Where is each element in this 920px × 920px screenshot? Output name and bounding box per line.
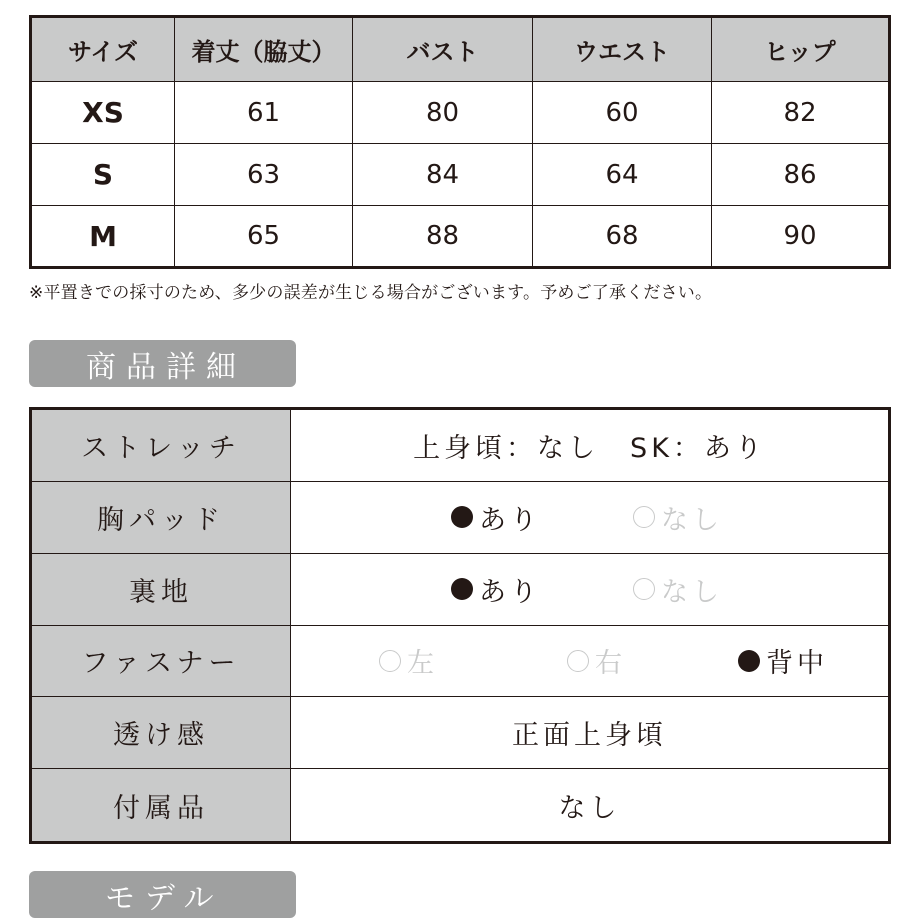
lining-option-yes [451,570,541,609]
chest-pad-option-no-label: なし [661,504,723,536]
empty-circle-icon [633,578,655,600]
zipper-option-back [738,641,828,680]
detail-label-lining: 裏地 [32,554,291,626]
size-row-s-length: 63 [175,144,353,206]
size-row-xs-length: 61 [175,82,353,144]
size-row-s-waist: 64 [533,144,712,206]
chest-pad-option-yes-label: あり [479,504,541,536]
detail-value-zipper [291,626,888,698]
chest-pad-option-yes [451,498,541,537]
size-row-m-waist: 68 [533,206,712,266]
detail-value-stretch: 上身頃：なし SK：あり [291,410,888,482]
empty-circle-icon [567,650,589,672]
details-table [29,407,891,844]
size-row-xs-label: XS [32,82,175,144]
empty-circle-icon [633,506,655,528]
size-row-m-label: M [32,206,175,266]
detail-label-zipper: ファスナー [32,626,291,698]
size-row-m-hip: 90 [783,221,817,251]
zipper-option-right-label: 右 [595,648,626,680]
model-section-title: モデル [29,871,296,918]
size-header-waist: ウエスト [533,18,712,82]
zipper-option-right [567,641,626,680]
size-header-size: サイズ [32,18,175,82]
measurement-note: ※平置きでの採寸のため、多少の誤差が生じる場合がございます。予めご了承ください。 [29,283,713,303]
lining-option-yes-label: あり [479,576,541,608]
filled-circle-icon [738,650,760,672]
detail-value-accessories: なし [558,792,621,824]
zipper-option-back-label: 背中 [766,648,828,680]
size-header-bust: バスト [353,18,533,82]
zipper-option-left-label: 左 [407,648,438,680]
size-row-s-bust: 84 [353,144,533,206]
size-header-length: 着丈（脇丈） [175,18,353,82]
size-row-m-bust: 88 [353,206,533,266]
filled-circle-icon [451,578,473,600]
size-row-xs-bust: 80 [353,82,533,144]
detail-value-lining [291,554,888,626]
size-row-s-hip: 86 [712,144,888,206]
zipper-option-left [379,641,438,680]
detail-label-accessories: 付属品 [32,769,291,841]
chest-pad-option-no [633,498,723,537]
details-section-title: 商品詳細 [29,340,296,387]
size-row-m-length: 65 [175,206,353,266]
size-row-s-label: S [32,144,175,206]
lining-option-no-label: なし [661,576,723,608]
lining-option-no [633,570,723,609]
detail-label-stretch: ストレッチ [32,410,291,482]
size-header-hip: ヒップ [712,18,888,82]
size-row-xs-hip: 82 [712,82,888,144]
detail-value-sheerness: 正面上身頃 [291,697,888,769]
size-table [29,15,891,269]
detail-value-chest-pad [291,482,888,554]
filled-circle-icon [451,506,473,528]
size-row-xs-waist: 60 [533,82,712,144]
empty-circle-icon [379,650,401,672]
detail-label-chest-pad: 胸パッド [32,482,291,554]
detail-label-sheerness: 透け感 [32,697,291,769]
